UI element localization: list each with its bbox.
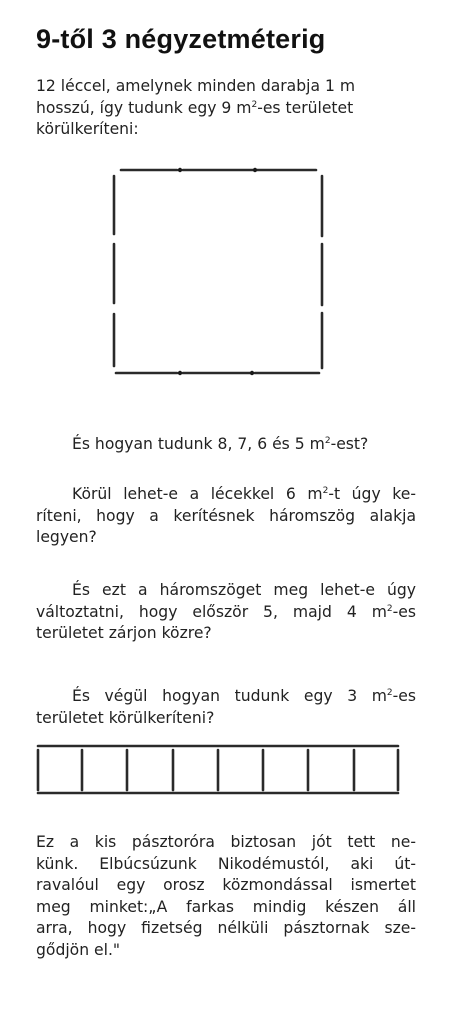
fence-joint: [178, 371, 182, 375]
question-2-line-1: Körül lehet-e a lécekkel 6 $m^2-t$ úgy ke-: [72, 485, 416, 503]
question-3-line-3: területet zárjon közre?: [36, 624, 212, 642]
page-title: 9-től 3 négyzetméterig: [36, 24, 326, 54]
intro-line-1: 12 léccel, amelynek minden darabja 1 m: [36, 77, 356, 95]
closing-line-6: gődjön el.": [36, 940, 121, 959]
intro-line-3: körülkeríteni:: [36, 120, 139, 138]
small-squares-diagram: [38, 746, 398, 793]
intro-line-2: hosszú, így tudunk egy 9 $m^2-es$ területet: [36, 98, 354, 117]
fence-joint: [178, 168, 182, 172]
question-2-line-2: ríteni, hogy a kerítésnek háromszög alakja: [36, 506, 416, 525]
question-1-line: És hogyan tudunk 8, 7, 6 és 5 $m^2$-est?: [72, 435, 369, 453]
square-fence-diagram: [114, 168, 322, 375]
question-1: [72, 434, 412, 456]
question-3-line-1: És ezt a háromszöget meg lehet-e úgy: [72, 581, 416, 599]
fence-joint: [250, 371, 254, 375]
question-3: [36, 580, 416, 645]
question-2-line-3: legyen?: [36, 528, 97, 546]
closing-line-1: Ez a kis pásztoróra biztosan jót tett ne-: [36, 833, 416, 851]
closing-line-2: künk. Elbúcsúzunk Nikodémustól, aki út-: [36, 854, 416, 873]
question-3-line-2: változtatni, hogy először 5, majd 4 $m^2-es$: [36, 602, 416, 621]
question-4: [36, 686, 416, 729]
closing-line-4: meg minket:„A farkas mindig készen áll: [36, 897, 416, 916]
question-2: [36, 484, 416, 549]
closing-paragraph: [36, 832, 416, 961]
closing-line-3: ravalóul egy orosz közmondással ismertet: [36, 876, 416, 894]
fence-joint: [253, 168, 257, 172]
question-4-line-1: És végül hogyan tudunk egy 3 $m^2-es$: [72, 687, 416, 705]
closing-line-5: arra, hogy fizetség nélküli pásztornak sze-: [36, 919, 416, 937]
question-4-line-2: területet körülkeríteni?: [36, 708, 215, 727]
